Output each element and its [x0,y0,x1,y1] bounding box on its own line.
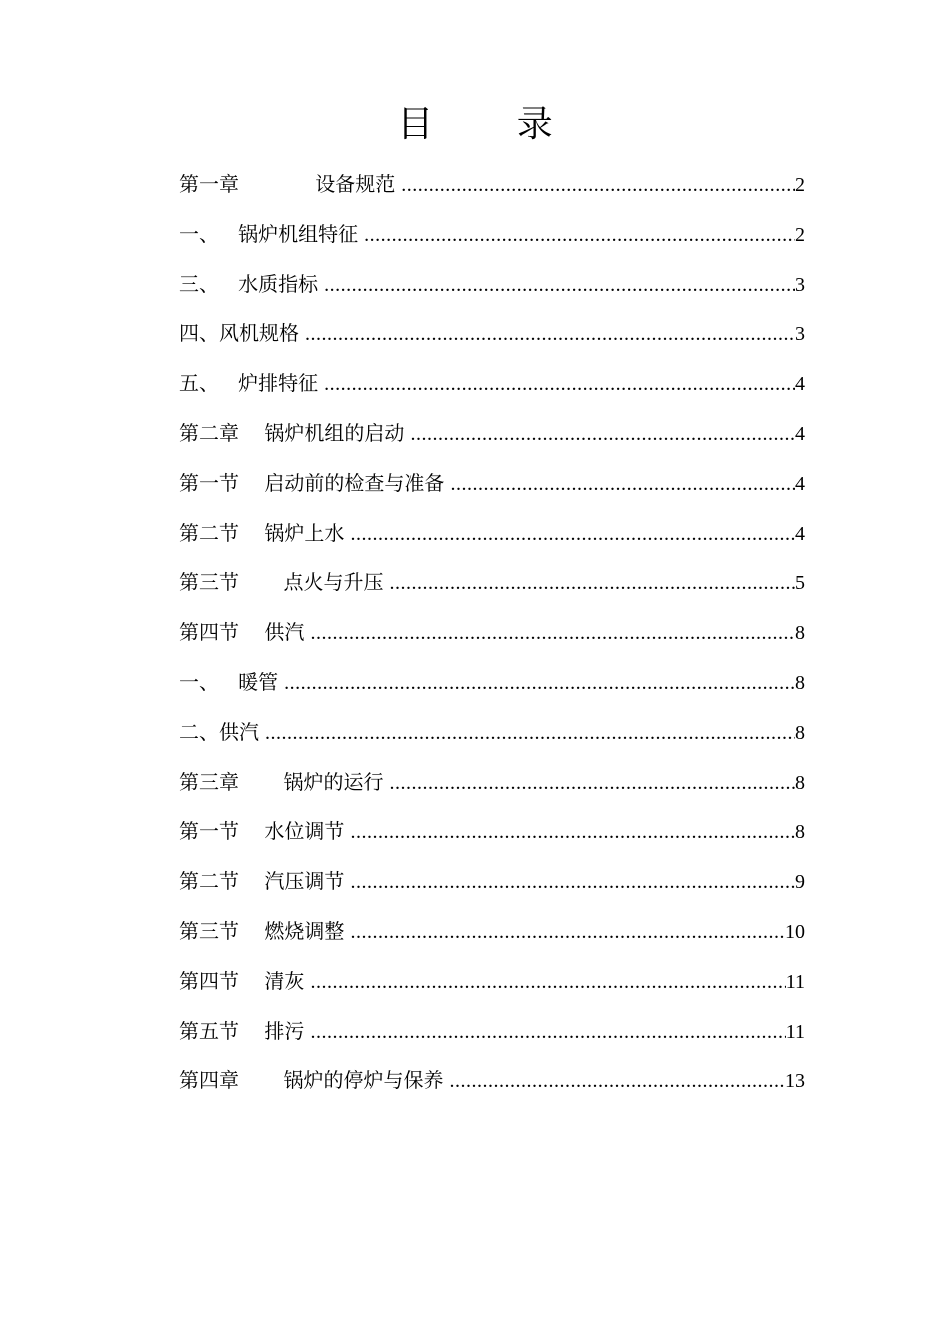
toc-page-number: 4 [795,373,805,396]
toc-entry[interactable] [179,309,805,359]
toc-entry-label: 三、 水质指标 [179,271,319,296]
toc-entry-label: 第四章 锅炉的停炉与保养 [179,1068,444,1093]
toc-page-number: 8 [795,622,805,645]
toc-page-number: 13 [785,1070,805,1093]
toc-entry[interactable] [179,658,805,708]
toc-entry-label: 一、 锅炉机组特征 [179,221,359,246]
toc-dot-leader [344,808,795,858]
toc-entry-label: 第二章 锅炉机组的启动 [179,420,405,445]
toc-page-number: 4 [795,422,805,445]
toc-dot-leader [444,1057,785,1107]
toc-entry[interactable] [179,1007,805,1057]
toc-page-number: 8 [795,721,805,744]
toc-page-number: 11 [785,1020,805,1043]
toc-page-number: 4 [795,472,805,495]
toc-entry-label: 第三节 点火与升压 [179,570,384,595]
toc-entry[interactable] [179,708,805,758]
toc-entry[interactable] [179,1056,805,1106]
toc-title: 目 录 [397,104,589,145]
toc-dot-leader [344,858,795,908]
toc-page-number: 5 [795,572,805,595]
toc-page-number: 3 [795,323,805,346]
toc-entry[interactable] [179,210,805,260]
toc-dot-leader [344,908,785,958]
toc-entry-label: 第二节 汽压调节 [179,869,345,894]
toc-dot-leader [358,211,795,261]
toc-dot-leader [395,161,795,211]
toc-dot-leader [404,410,795,460]
toc-entry[interactable] [179,459,805,509]
toc-entry-label: 五、 炉排特征 [179,371,319,396]
toc-dot-leader [444,460,795,510]
toc-entry-label: 第一节 启动前的检查与准备 [179,470,445,495]
toc-page-number: 4 [795,522,805,545]
toc-entry[interactable] [179,558,805,608]
toc-entry-label: 第一章 设备规范 [179,172,396,196]
toc-dot-leader [304,958,785,1008]
toc-page-number: 2 [795,223,805,246]
toc-entry-label: 第三节 燃烧调整 [179,918,345,943]
toc-entry[interactable] [179,807,805,857]
toc-page-number: 8 [795,771,805,794]
toc-dot-leader [304,1008,785,1058]
toc-entry-label: 一、 暖管 [179,669,279,694]
toc-entry-label: 第四节 供汽 [179,620,305,645]
toc-entry[interactable] [179,260,805,310]
toc-page-number: 10 [785,920,805,943]
toc-entry[interactable] [179,359,805,409]
toc-dot-leader [318,360,795,410]
toc-dot-leader [299,310,795,360]
toc-page-number: 9 [795,871,805,894]
toc-entry-label: 第五节 排污 [179,1018,305,1043]
toc-dot-leader [384,759,795,809]
toc-page-number: 11 [785,970,805,993]
toc-entry[interactable] [179,160,805,210]
toc-dot-leader [304,609,795,659]
toc-list [179,160,805,1106]
toc-entry[interactable] [179,758,805,808]
toc-entry-label: 第三章 锅炉的运行 [179,769,384,794]
toc-page-number: 8 [795,821,805,844]
toc-entry[interactable] [179,409,805,459]
toc-entry-label: 第一节 水位调节 [179,819,345,844]
toc-dot-leader [278,659,795,709]
toc-entry[interactable] [179,509,805,559]
toc-entry[interactable] [179,857,805,907]
toc-entry-label: 第四节 清灰 [179,968,305,993]
toc-dot-leader [318,261,795,311]
toc-dot-leader [384,559,795,609]
toc-page-number: 3 [795,273,805,296]
toc-dot-leader [344,510,795,560]
toc-entry-label: 第二节 锅炉上水 [179,520,345,545]
toc-entry-label: 二、供汽 [179,719,259,744]
toc-entry[interactable] [179,957,805,1007]
toc-entry[interactable] [179,608,805,658]
toc-page-number: 8 [795,671,805,694]
toc-entry[interactable] [179,907,805,957]
toc-entry-label: 四、风机规格 [179,321,299,346]
toc-dot-leader [259,709,795,759]
toc-page-number: 2 [795,174,805,196]
